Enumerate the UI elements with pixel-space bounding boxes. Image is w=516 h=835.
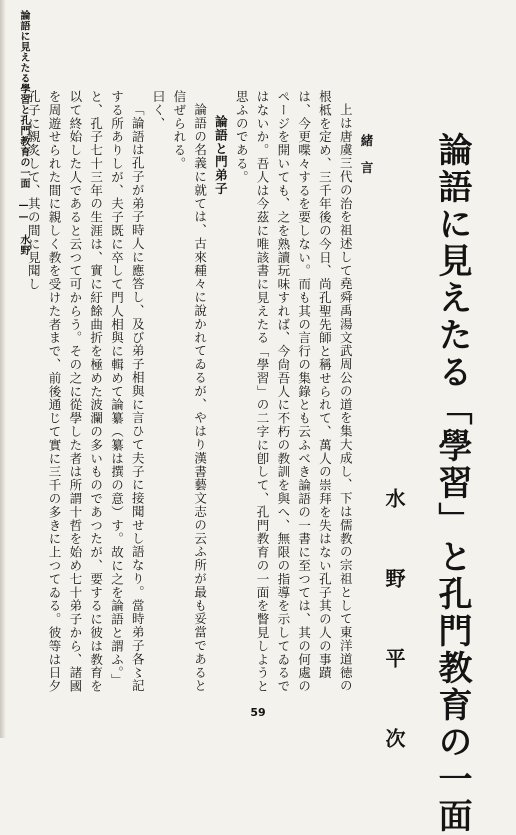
section-heading-intro: 緒 言 <box>359 133 374 174</box>
author-name: 水 野 平 次 <box>382 488 406 766</box>
hanshu-quote: 「論語は孔子が弟子時人に應答し、及び弟子相與に言ひて夫子に接聞せし語なり。當時弟子各〻記する所ありしが、夫子既に卒して門人相與に輯めて論纂（纂は撰の意）す。故に之を論語と謂ふ。」 <box>109 90 146 693</box>
paragraph-lunyu-name: 論語の名義に就ては、古來種々に說かれてゐるが、やはり漢書藝文志の云ふ所が最も妥當であると信ぜられる。 <box>171 90 208 693</box>
page-number: 59 <box>250 706 266 719</box>
intro-paragraph: 上は唐虞三代の治を祖述して堯舜禹湯文武周公の道を集大成し、下は儒教の宗祖として東洋道徳の根柢を定め、三千年後の今日、尚孔聖先師と稱せられて、萬人の崇拜を失はない孔子其の人の事蹟は、今更喋々するを要しない。而も其の言行の集錄とも云ふべき論語の一書に至つては、其の何處のページを開いても、之を熟讀玩味すれば、今尙吾人に不朽の教訓を與へ、無限の指導を示してゐるではないか。吾人は今茲に唯該書に見えたる「學習」の二字に卽して、孔門教育の一面を瞥見しようと思ふのである。 <box>234 90 354 693</box>
paragraph-confucius-life: と、孔子七十三年の生涯は、實に紆餘曲折を極めた波瀾の多いものであつたが、要するに彼は教育を以て終始した人であると云つて可からう。その之に從學した者は所謂十哲を始め七十弟子から、諸國を周遊せられた間に親しく教を受けた者まで、前後通じて實に三千の多きに上つてゐる。彼等は日夕孔子に親炙して、其の間に見聞し <box>26 90 104 693</box>
running-header: 論語に見えたる學習と孔門教育の一面 —— 水野 <box>18 10 29 256</box>
quote-lead: 曰く、 <box>151 90 167 131</box>
article-title-text: 論語に見えたる「學習」と孔門教育の一面 <box>432 132 472 835</box>
page-gutter-shadow <box>0 0 6 738</box>
article-title <box>432 132 472 835</box>
section-heading-disciples: 論語と門弟子 <box>213 115 229 196</box>
article-body <box>26 90 376 694</box>
